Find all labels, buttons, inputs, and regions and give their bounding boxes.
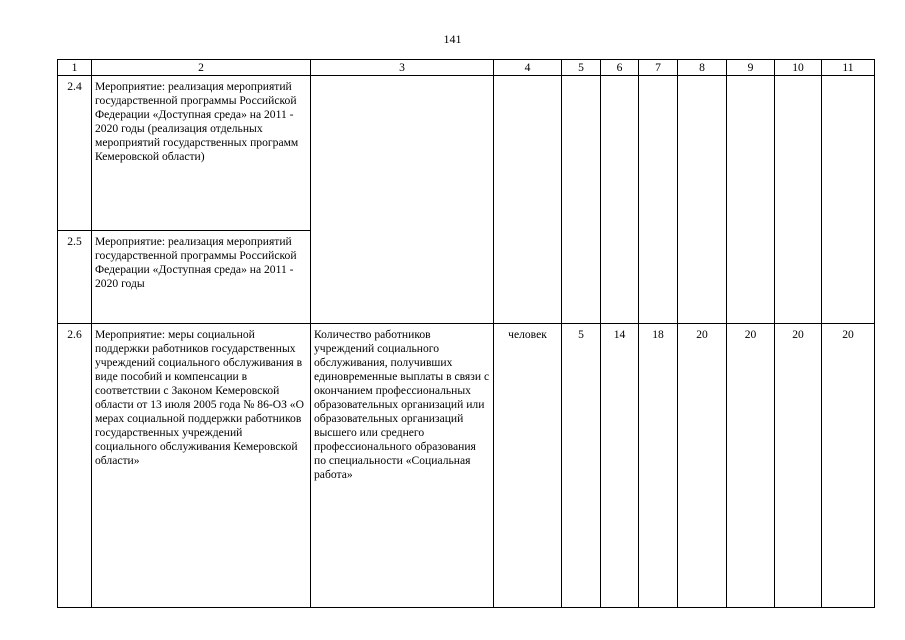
value-cell-empty	[678, 76, 727, 324]
table-row	[58, 76, 875, 231]
indicator-value: 20	[727, 324, 775, 608]
row-number: 2.5	[58, 231, 92, 324]
column-header: 3	[311, 60, 494, 76]
value-cell-empty	[775, 76, 822, 324]
indicator-value: 5	[562, 324, 601, 608]
measure-name: Мероприятие: реализация мероприятий государственной программы Российской Федерации «Доступная среда» на 2011 - 2020 годы (реализация отдельных мероприятий государственных программ Кемеровской области)	[92, 76, 311, 231]
column-header: 8	[678, 60, 727, 76]
value-cell-empty	[562, 76, 601, 324]
value-cell-empty	[727, 76, 775, 324]
unit-of-measure: человек	[494, 324, 562, 608]
column-header: 9	[727, 60, 775, 76]
unit-cell-empty	[494, 76, 562, 324]
indicator-value: 20	[775, 324, 822, 608]
page-number: 141	[443, 32, 462, 46]
table-row	[58, 324, 875, 608]
indicator-name: Количество работников учреждений социального обслуживания, получивших единовременные выплаты в связи с окончанием профессиональных образовательных организаций или образовательных организаций высшего или среднего профессионального образования по специальности «Социальная работа»	[311, 324, 494, 608]
column-header: 6	[601, 60, 639, 76]
column-number-row	[58, 60, 875, 76]
indicator-value: 20	[678, 324, 727, 608]
measure-name: Мероприятие: меры социальной поддержки работников государственных учреждений социального обслуживания в виде пособий и компенсации в соответствии с Законом Кемеровской области от 13 июля 2005 года № 86-ОЗ «О мерах социальной поддержки работников государственных учреждений социального обслуживания Кемеровской области»	[92, 324, 311, 608]
indicator-value: 20	[822, 324, 875, 608]
value-cell-empty	[639, 76, 678, 324]
value-cell-empty	[601, 76, 639, 324]
column-header: 4	[494, 60, 562, 76]
value-cell-empty	[822, 76, 875, 324]
column-header: 2	[92, 60, 311, 76]
row-number: 2.4	[58, 76, 92, 231]
column-header: 7	[639, 60, 678, 76]
measure-name: Мероприятие: реализация мероприятий государственной программы Российской Федерации «Доступная среда» на 2011 - 2020 годы	[92, 231, 311, 324]
program-table	[57, 59, 875, 608]
indicator-value: 14	[601, 324, 639, 608]
column-header: 5	[562, 60, 601, 76]
column-header: 10	[775, 60, 822, 76]
column-header: 1	[58, 60, 92, 76]
indicator-value: 18	[639, 324, 678, 608]
column-header: 11	[822, 60, 875, 76]
row-number: 2.6	[58, 324, 92, 608]
indicator-cell-empty	[311, 76, 494, 324]
